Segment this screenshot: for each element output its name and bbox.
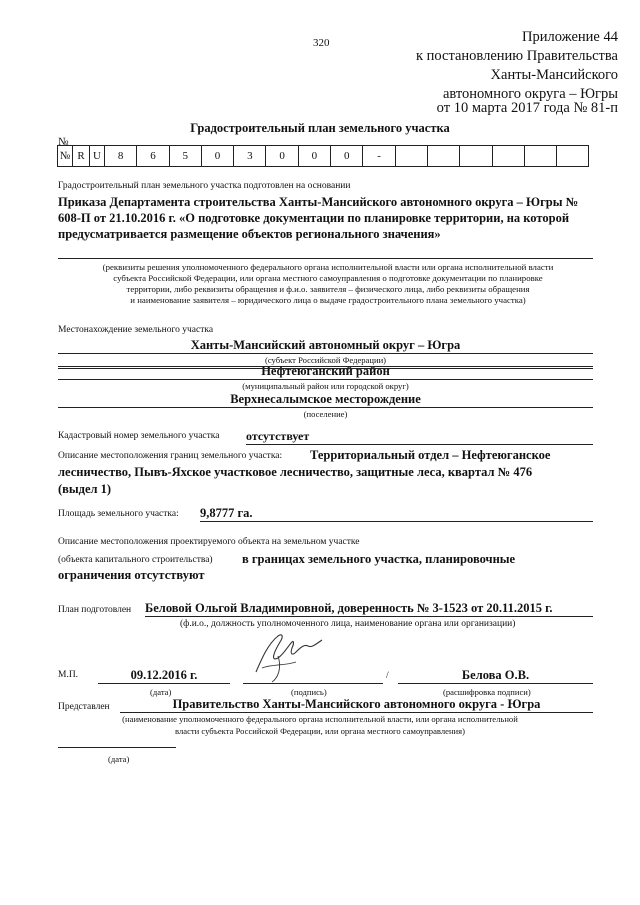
- page-number: 320: [313, 37, 330, 49]
- boundaries-value-line-1: Территориальный отдел – Нефтеюганское: [310, 448, 551, 462]
- location-settlement: Верхнесалымское месторождение: [58, 392, 593, 408]
- presented-label: Представлен: [58, 702, 110, 712]
- prepared-value: Беловой Ольгой Владимировной, доверенность № 3-1523 от 20.11.2015 г.: [145, 601, 593, 617]
- date-note: (дата): [150, 687, 172, 697]
- registration-cell: [395, 146, 427, 167]
- appendix-line-2: к постановлению Правительства: [416, 48, 618, 64]
- registration-number-table: [57, 145, 589, 167]
- prepared-label: План подготовлен: [58, 605, 132, 615]
- area-value: 9,8777 га.: [200, 506, 593, 522]
- basis-value: Приказа Департамента строительства Ханты-Мансийского автономного округа – Югры № 608-П от 21.10.2016 г. «О подготовке документации по планировке территории, на которой предусматривается размещение объектов регионального значения»: [58, 195, 579, 241]
- signature-slash: /: [386, 671, 389, 681]
- basis-underline: [58, 258, 593, 259]
- appendix-line-5: от 10 марта 2017 года № 81-п: [436, 100, 618, 116]
- spacer: [58, 368, 593, 369]
- location-settlement-note: (поселение): [303, 409, 348, 419]
- registration-cell: 8: [105, 146, 137, 167]
- basis-note-4: и наименование заявителя – юридического лица о выдаче градостроительного плана земельного участка): [130, 295, 526, 305]
- appendix-line-4: автономного округа – Югры: [442, 86, 618, 102]
- area-label: Площадь земельного участка:: [58, 509, 179, 519]
- registration-cell: [427, 146, 459, 167]
- location-district: Нефтеюганский район: [58, 364, 593, 380]
- registration-cell: 0: [266, 146, 298, 167]
- location-district-note: (муниципальный район или городской округ): [242, 381, 409, 391]
- object-value-line-2: ограничения отсутствуют: [58, 568, 205, 582]
- boundaries-value-line-3: (выдел 1): [58, 482, 112, 496]
- object-label-2: (объекта капитального строительства): [58, 555, 213, 565]
- registration-cell: -: [363, 146, 395, 167]
- registration-cell: [557, 146, 589, 167]
- basis-label: Градостроительный план земельного участка подготовлен на основании: [58, 181, 351, 191]
- appendix-line-1: Приложение 44: [522, 29, 618, 45]
- location-label: Местонахождение земельного участка: [58, 325, 214, 335]
- presented-date-note: (дата): [108, 754, 130, 764]
- location-subject: Ханты-Мансийский автономный округ – Югра: [58, 338, 593, 354]
- document-title: Градостроительный план земельного участка: [190, 121, 450, 135]
- presented-date-line: [58, 747, 176, 748]
- signature-note: (подпись): [291, 687, 327, 697]
- registration-cell: 0: [298, 146, 330, 167]
- basis-note-3: территории, либо реквизиты обращения и ф.и.о. заявителя – физического лица, либо реквизиты обращения: [126, 284, 530, 294]
- registration-cell: [460, 146, 492, 167]
- signature-line: [243, 683, 383, 684]
- registration-cell: R: [73, 146, 90, 167]
- registration-cell: 0: [331, 146, 363, 167]
- boundaries-value-line-2: лесничество, Пывъ-Яхское участковое лесничество, защитные леса, квартал № 476: [58, 465, 533, 479]
- registration-cell: №: [58, 146, 73, 167]
- presented-note-1: (наименование уполномоченного федерального органа исполнительной власти, или органа исполнительной: [122, 714, 518, 724]
- cadastral-value: отсутствует: [246, 429, 593, 445]
- registration-label: №: [58, 136, 69, 148]
- signer-name: Белова О.В.: [461, 668, 530, 682]
- basis-note-1: (реквизиты решения уполномоченного федерального органа исполнительной власти или органа исполнительной власти: [102, 262, 554, 272]
- presented-note-2: власти субъекта Российской Федерации, или органа местного самоуправления): [175, 726, 465, 736]
- signature-date: 09.12.2016 г.: [130, 668, 198, 682]
- registration-cell: 3: [234, 146, 266, 167]
- presented-value: Правительство Ханты-Мансийского автономного округа - Югра: [120, 697, 593, 713]
- signer-name-line: [398, 683, 593, 684]
- date-line: [98, 683, 230, 684]
- boundaries-label: Описание местоположения границ земельного участка:: [58, 451, 283, 461]
- object-value-line-1: в границах земельного участка, планировочные: [242, 552, 516, 566]
- registration-cell: [524, 146, 556, 167]
- appendix-line-3: Ханты-Мансийского: [490, 67, 618, 83]
- signer-name-note: (расшифровка подписи): [443, 687, 531, 697]
- object-label-1: Описание местоположения проектируемого объекта на земельном участке: [58, 537, 360, 547]
- stamp-label: М.П.: [58, 670, 79, 680]
- prepared-note: (ф.и.о., должность уполномоченного лица, наименование органа или организации): [180, 619, 516, 629]
- cadastral-label: Кадастровый номер земельного участка: [58, 431, 220, 441]
- basis-note-2: субъекта Российской Федерации, или органа местного самоуправления о подготовке документации по планировке: [113, 273, 543, 283]
- registration-cell: 0: [201, 146, 233, 167]
- registration-cell: 5: [169, 146, 201, 167]
- registration-cell: U: [90, 146, 105, 167]
- signature-image: [248, 628, 330, 684]
- registration-cell: [492, 146, 524, 167]
- registration-cell: 6: [137, 146, 169, 167]
- location-subject-note: (субъект Российской Федерации): [264, 355, 387, 365]
